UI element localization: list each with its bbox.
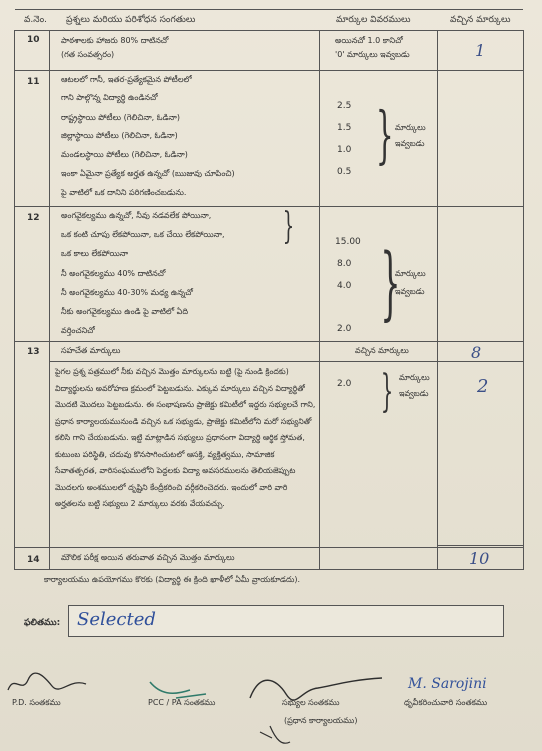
row-divider <box>437 545 523 546</box>
marks-note: ఇవ్వబడు <box>395 139 425 148</box>
row-question-line: ఇంకా ఏమైనా ప్రత్యేక అర్హత ఉన్నచో (ఋజువు చూపించి) <box>61 169 235 178</box>
row-number: 12 <box>27 213 40 223</box>
marks-value: 0.5 <box>337 167 352 177</box>
brace-icon: } <box>380 236 401 329</box>
result-field <box>68 605 504 637</box>
row-question-line: ఆటలలో గానీ, ఇతర-ప్రత్యేకమైన పోటీలలో <box>61 75 192 84</box>
header-sno: వ.నెం. <box>24 15 48 25</box>
row-question-line: నీ అంగవైకల్యము 40-30% మధ్య ఉన్నచో <box>61 288 193 297</box>
col-divider <box>49 31 50 569</box>
row-paragraph: పైగల ప్రశ్న పత్రములో నీకు వచ్చిన మొత్తం మార్కులను బట్టి (పై నుండి క్రిందకు) విద్యార్థులను అవరోహణ క్రమంలో పెట్టబడును. ఎక్కువ మార్కులు వచ్చిన విద్యార్థితో మొదటి మొదలు పెట్టబడును. ఈ సంభాషణను ప్రాజెక్టు కమిటీలో ఇద్దరు సభ్యులచే గాని, ప్రధాన కార్యాలయమునుండి వచ్చిన ఒక సభ్యుడు, ప్రాజెక్టు కమిటీలోని మరో సభ్యునితో కలిసి గాని చేయబడును. ఇట్టి మాట్లాడిన సభ్యులు ప్రధానంగా విద్యార్థి ఆర్థిక స్తోమత, కుటుంబ పరిస్థితి, చదువు కొనసాగించుటలో ఆసక్తి, వ్యక్తిత్వము, సామాజిక సేవాతత్పరత, వారిసంఘములోని పెద్దలకు విద్యా అవసరములను తెలియజెప్పుట మొదలగు అంశములలో దృష్టిని కేంద్రీకరించి వర్గీకరించెదరు. ఇందులో వారి వారి అర్హతలను బట్టి సభ్యులు 2 మార్కులు వరకు వేయవచ్చు. <box>55 367 316 508</box>
row-question-line: నీకు అంగవైకల్యము ఉండి పై వాటిలో ఏది <box>61 307 189 316</box>
row-question-line: వర్తించనిచో <box>61 326 95 335</box>
marks-note: ఇవ్వబడు <box>399 389 429 398</box>
marks-got: 2 <box>477 376 489 397</box>
marks-got: 1 <box>475 41 486 60</box>
pcc-signature-label: PCC / PA సంతకము <box>148 698 216 707</box>
marks-value: 2.5 <box>337 101 352 111</box>
header-marks-got: వచ్చిన మార్కులు <box>450 15 511 25</box>
row-number: 14 <box>27 555 40 565</box>
brace-icon: } <box>282 206 295 247</box>
brace-icon: } <box>375 98 394 171</box>
row-divider <box>15 9 523 10</box>
marks-note: మార్కులు <box>395 269 426 278</box>
row-question-line: గాని పాల్గొన్న విద్యార్థి ఉండినచో <box>61 93 158 102</box>
row-question-line: పై వాటిలో ఒక దానిని పరిగణించబడును. <box>61 188 187 197</box>
row-divider <box>49 361 523 362</box>
verifier-name: M. Sarojini <box>408 676 487 692</box>
marks-subheader: వచ్చిన మార్కులు <box>355 346 409 355</box>
col-divider <box>319 31 320 569</box>
row-question-line: అంగవైకల్యము ఉన్నచో, నీవు నడవలేక పోయినా, <box>61 211 212 220</box>
row-question-line: పాఠశాలకు హాజరు 80% దాటినచో <box>61 36 169 45</box>
marks-note: మార్కులు <box>395 123 426 132</box>
row-question-line: (గత సంవత్సరం) <box>61 50 115 59</box>
row-divider <box>15 547 523 548</box>
row-marks-line: '0' మార్కులు ఇవ్వబడు <box>335 50 410 59</box>
header-marks-details: మార్కుల వివరములు <box>336 15 411 25</box>
row-question-line: రాష్ట్రస్థాయి పోటీలు (గెలిచినా, ఓడినా) <box>61 113 180 122</box>
marks-note: ఇవ్వబడు <box>395 287 425 296</box>
pd-signature-label: P.D. సంతకము <box>12 698 61 707</box>
marks-value: 2.0 <box>337 324 352 334</box>
row-question-line: ఒక కంటి చూపు లేకపోయినా, ఒక చేయి లేకపోయినా, <box>61 230 225 239</box>
marks-value: 8.0 <box>337 259 352 269</box>
row-number: 10 <box>27 35 40 45</box>
row-question-line: మౌలిక పరీక్ష అయిన తరువాత వచ్చిన మొత్తం మార్కులు <box>61 553 235 562</box>
row-question-line: జిల్లాస్థాయి పోటీలు (గెలిచినా, ఓడినా) <box>61 131 178 140</box>
header-question: ప్రశ్నలు మరియు పరిశోధన సంగతులు <box>66 15 196 25</box>
member-signature-label: సభ్యుల సంతకము <box>282 698 340 707</box>
marks-value: 15.00 <box>335 237 361 247</box>
row-marks-line: అయినచో 1.0 కానిచో <box>335 36 403 45</box>
row-question-line: నీ అంగవైకల్యము 40% దాటినచో <box>61 269 166 278</box>
marks-value: 1.5 <box>337 123 352 133</box>
table-header <box>14 10 524 32</box>
row-question-line: మండలస్థాయి పోటీలు (గెలిచినా, ఓడినా) <box>61 150 188 159</box>
row-number: 11 <box>27 77 40 87</box>
marks-value: 2.0 <box>337 379 352 389</box>
marks-note: మార్కులు <box>399 373 430 382</box>
result-label: ఫలితము: <box>24 618 61 628</box>
result-value: Selected <box>77 609 156 630</box>
marks-table <box>14 30 524 570</box>
verifier-signature-label: ధృవీకరించువారి సంతకము <box>404 698 488 707</box>
col-divider <box>437 31 438 569</box>
brace-icon: } <box>380 366 394 417</box>
office-note: కార్యాలయము ఉపయోగము కొరకు (విద్యార్థి ఈ క్రింది ఖాళీలో ఏమీ వ్రాయకూడదు). <box>44 575 301 584</box>
total-marks: 10 <box>469 549 490 568</box>
row-title: సహచేత మార్కులు <box>61 346 121 355</box>
marks-value: 1.0 <box>337 145 352 155</box>
member-signature-sub: (ప్రధాన కార్యాలయము) <box>284 716 358 725</box>
marks-subheader-got: 8 <box>471 343 482 362</box>
marks-value: 4.0 <box>337 281 352 291</box>
row-question-line: ఒక కాలు లేకపోయినా <box>61 249 129 258</box>
row-number: 13 <box>27 347 40 357</box>
